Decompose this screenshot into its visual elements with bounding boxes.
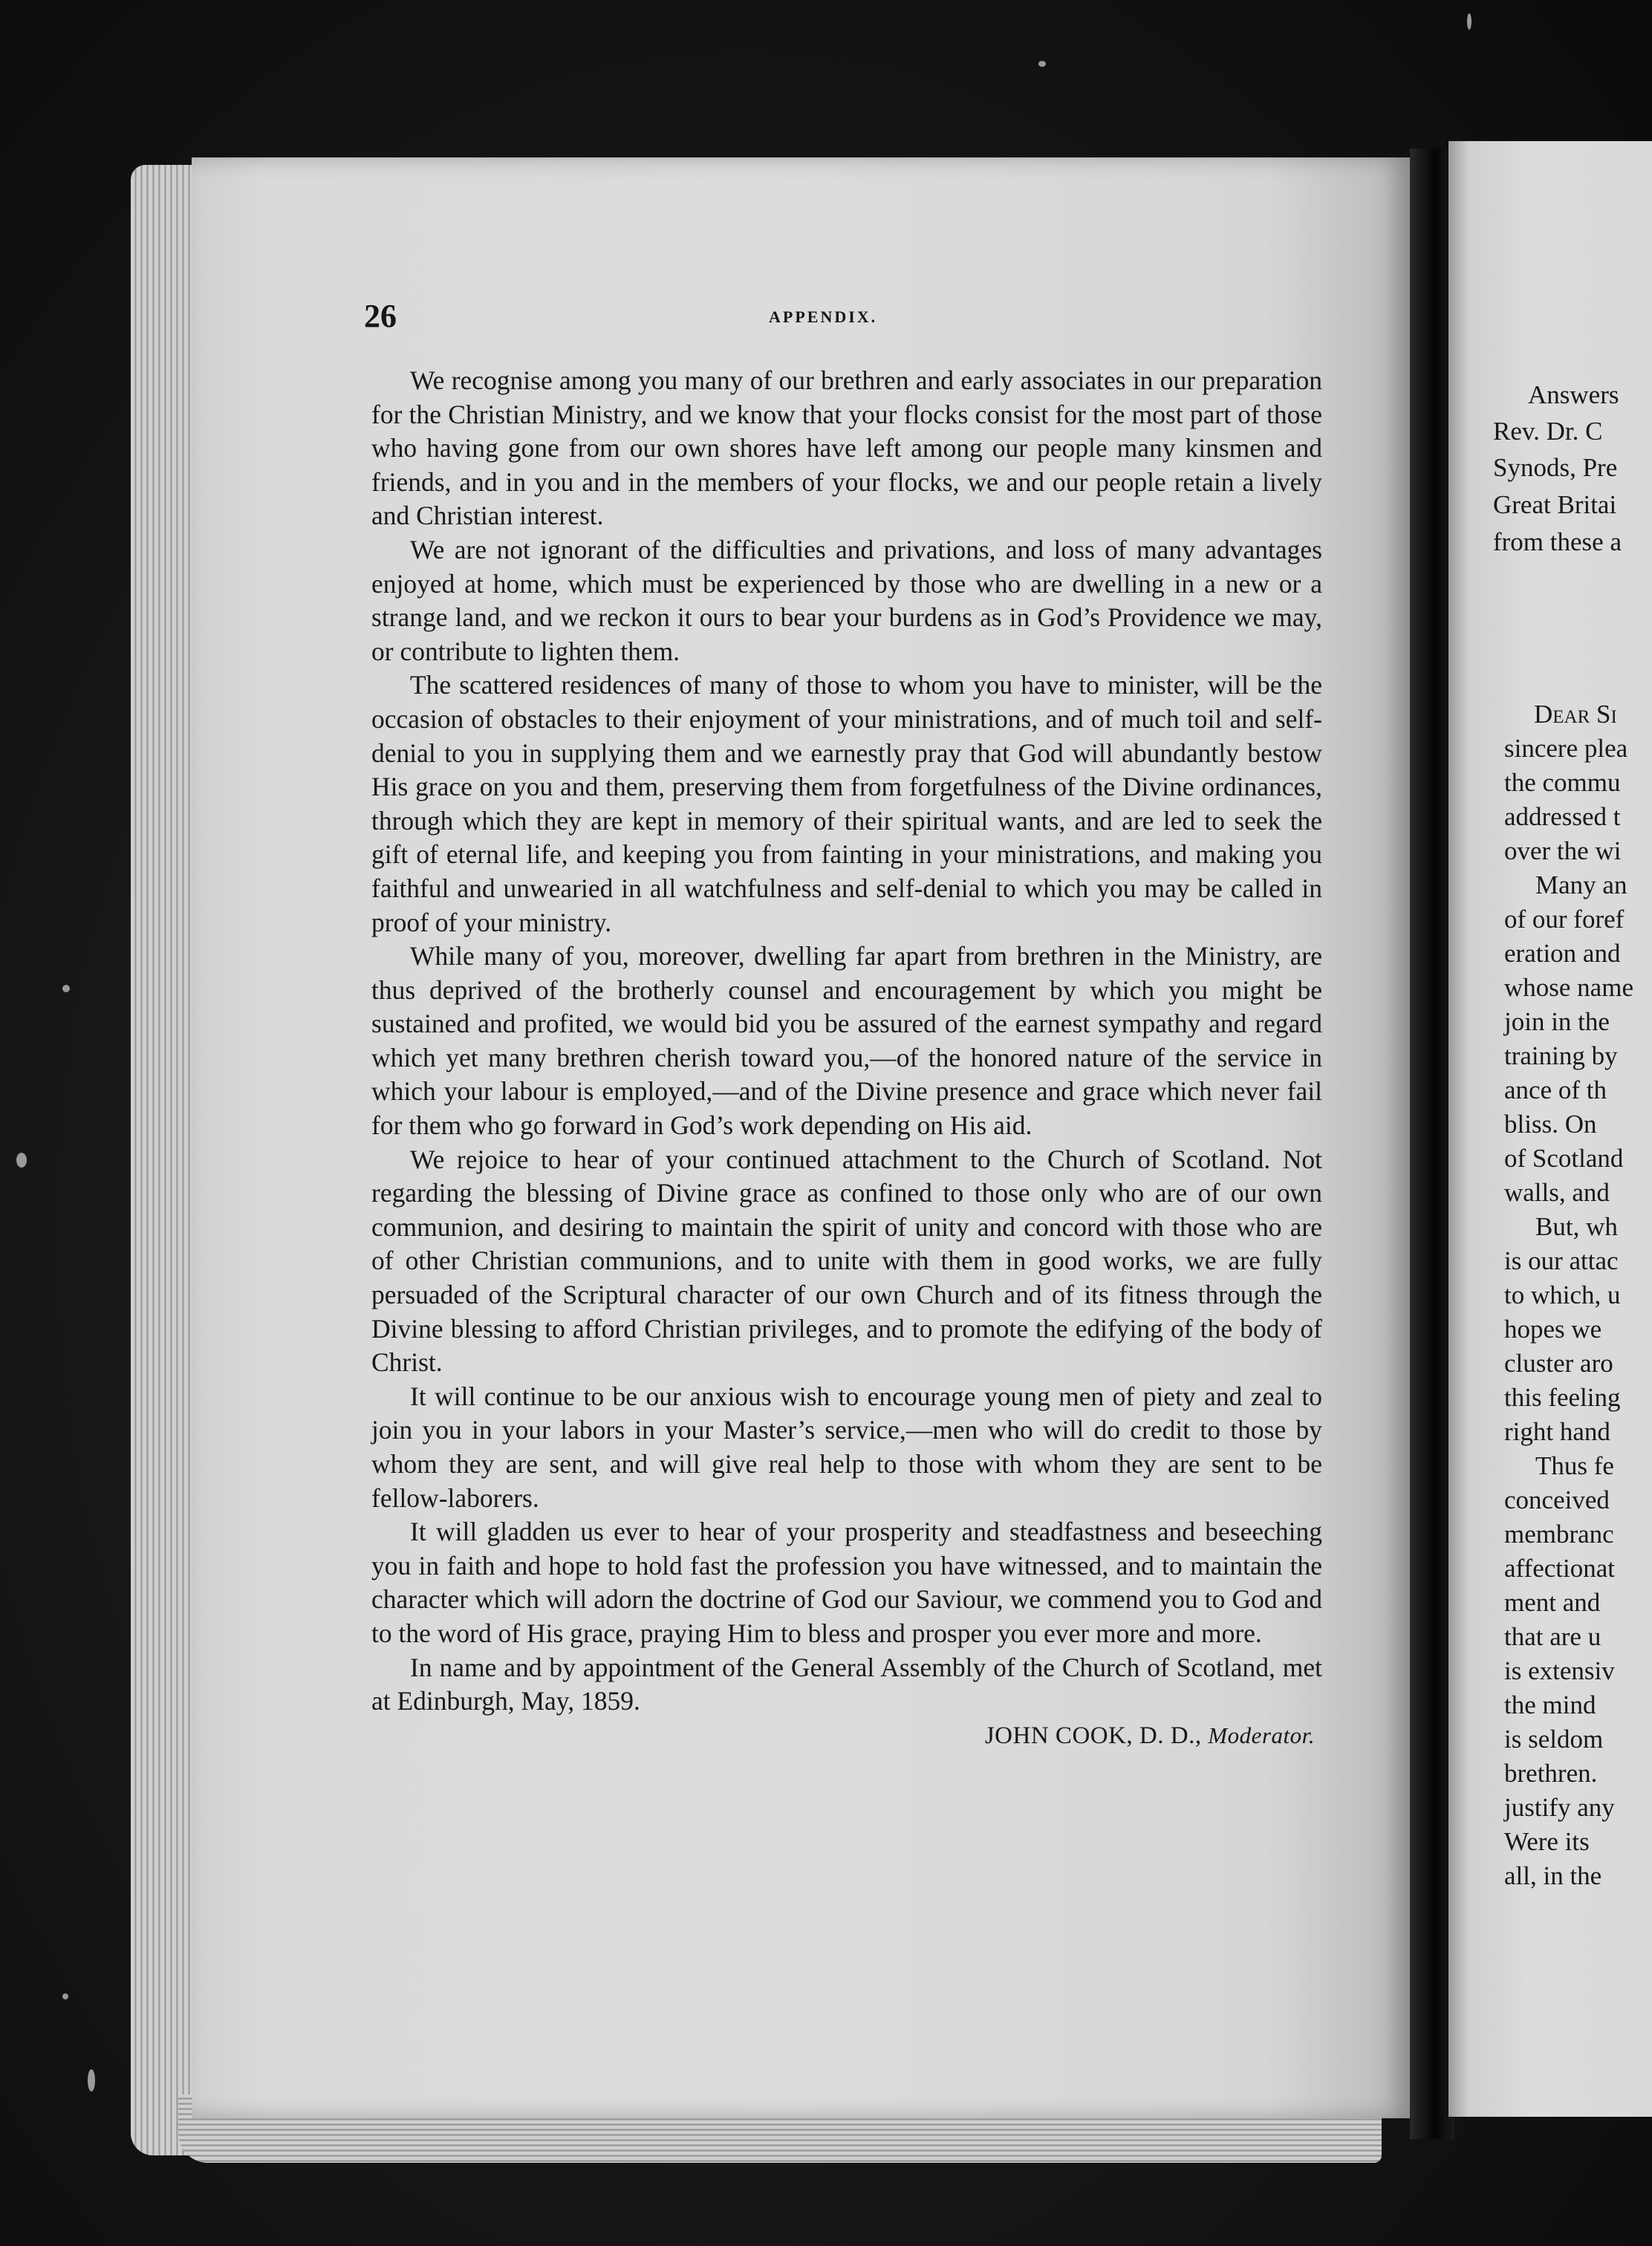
right-page-line: all, in the — [1504, 1861, 1602, 1890]
signature-name: JOHN COOK, D. D., — [984, 1722, 1202, 1749]
right-page-line: the commu — [1504, 768, 1621, 797]
paragraph: The scattered residences of many of those to whom you have to minister, will be the occasion of obstacles to their enjoyment of your ministrations, and of much toil and self-denial to you in supplying them and we earnestly pray that God will abundantly bestow His grace on you and them, preserving them from forgetfulness of the Divine ordinances, through which they are kept in memory of their spiritual wants, and are led to seek the gift of eternal life, and keeping you from fainting in your ministrations, and making you faithful and unwearied in all watchfulness and self-denial to which you may be called in proof of your ministry. — [371, 670, 1322, 937]
right-page-line: Dear Si — [1534, 700, 1617, 729]
right-page-line: conceived — [1504, 1485, 1610, 1514]
right-page-line: cluster aro — [1504, 1349, 1613, 1378]
signature — [371, 1719, 1322, 1754]
right-page-line: Answers — [1528, 380, 1619, 409]
right-page-line: Many an — [1535, 870, 1627, 899]
right-page-line: eration and — [1504, 939, 1621, 968]
page-header — [364, 297, 1292, 342]
right-page-line: Great Britai — [1493, 490, 1617, 519]
right-page-line: Rev. Dr. C — [1493, 417, 1603, 446]
paragraph: We recognise among you many of our brethren and early associates in our preparation for the Christian Ministry, and we know that your flocks consist for the most part of those who having gone from our own shores have left among our people many kinsmen and friends, and in you and in the members of your flocks, we and our people retain a lively and Christian interest. — [371, 365, 1322, 531]
right-page-line: Thus fe — [1535, 1451, 1614, 1480]
dust-speck — [62, 985, 70, 992]
right-page-line: is extensiv — [1504, 1656, 1615, 1685]
right-page-line: Synods, Pre — [1493, 453, 1618, 482]
right-page-line: addressed t — [1504, 802, 1621, 831]
dust-speck — [1467, 13, 1471, 30]
dust-speck — [62, 1993, 68, 1999]
right-page-line: But, wh — [1535, 1212, 1618, 1241]
right-page-line: membranc — [1504, 1520, 1614, 1549]
paragraph: We rejoice to hear of your continued attachment to the Church of Scotland. Not regarding the blessing of Divine grace as confined to those only who are of our own communion, and desiring to maintain the spirit of unity and concord with those who are of other Christian communions, and to unite with them in good works, we are fully persuaded of the Scriptural character of our own Church and of its fitness through the Divine blessing to afford Christian privileges, and to promote the edifying of the body of Christ. — [371, 1144, 1322, 1378]
right-page-line: sincere plea — [1504, 734, 1628, 763]
paragraph: We are not ignorant of the difficulties and privations, and loss of many advantages enjoyed at home, which must be experienced by those who are dwelling in a new or a strange land, and we reckon it ours to bear your burdens as in God’s Providence we may, or contribute to lighten them. — [371, 534, 1322, 666]
right-page-line: is seldom — [1504, 1725, 1604, 1754]
page-body — [371, 364, 1322, 1753]
paragraph: It will continue to be our anxious wish to encourage young men of piety and zeal to join you in your labors in your Master’s service,—men who will do credit to those by whom they are sent, and will give real help to those with whom they are sent to be fellow-laborers. — [371, 1381, 1322, 1513]
right-page-line: ment and — [1504, 1588, 1601, 1617]
right-page-line: bliss. On — [1504, 1110, 1597, 1139]
right-page-line: ance of th — [1504, 1075, 1607, 1104]
right-page-line: this feeling — [1504, 1383, 1621, 1412]
right-page-line: is our attac — [1504, 1246, 1619, 1275]
right-page-line: join in the — [1504, 1007, 1610, 1036]
right-page-line: justify any — [1504, 1793, 1615, 1822]
paragraph: In name and by appointment of the General Assembly of the Church of Scotland, met at Edinburgh, May, 1859. — [371, 1652, 1322, 1716]
right-page-line: affectionat — [1504, 1554, 1615, 1583]
right-page-line: of our foref — [1504, 905, 1625, 934]
dust-speck — [1038, 61, 1046, 67]
right-page-line: of Scotland — [1504, 1144, 1624, 1173]
right-page-line: that are u — [1504, 1622, 1601, 1651]
page-number: 26 — [364, 298, 397, 334]
paragraph: While many of you, moreover, dwelling far apart from brethren in the Ministry, are thus deprived of the brotherly counsel and encouragement by which you might be sustained and profited, we would bid you be assured of the earnest sympathy and regard which yet many brethren cherish toward you,—of the honored nature of the service in which your labour is employed,—and of the Divine presence and grace which never fail for them who go forward in God’s work depending on His aid. — [371, 941, 1322, 1141]
dust-speck — [16, 1153, 27, 1168]
right-page-line: from these a — [1493, 527, 1622, 556]
right-page-line: to which, u — [1504, 1280, 1621, 1309]
book-gutter — [1410, 149, 1454, 2139]
right-page-line: walls, and — [1504, 1178, 1610, 1207]
right-page-line: Were its — [1504, 1827, 1590, 1856]
paragraph: It will gladden us ever to hear of your prosperity and steadfastness and beseeching you in faith and hope to hold fast the profession you have witnessed, and to maintain the character which will adorn the doctrine of God our Saviour, we commend you to God and to the word of His grace, praying Him to bless and prosper you ever more and more. — [371, 1517, 1322, 1648]
right-page-line: the mind — [1504, 1690, 1596, 1719]
signature-role: Moderator. — [1208, 1722, 1315, 1748]
right-page-line: right hand — [1504, 1417, 1610, 1446]
right-page-line: over the wi — [1504, 836, 1622, 865]
right-page-line: brethren. — [1504, 1759, 1598, 1788]
right-page-line: training by — [1504, 1041, 1618, 1070]
dust-speck — [88, 2069, 95, 2092]
right-page-line: whose name — [1504, 973, 1633, 1002]
right-page-line: hopes we — [1504, 1315, 1602, 1344]
running-head: APPENDIX. — [769, 307, 878, 326]
